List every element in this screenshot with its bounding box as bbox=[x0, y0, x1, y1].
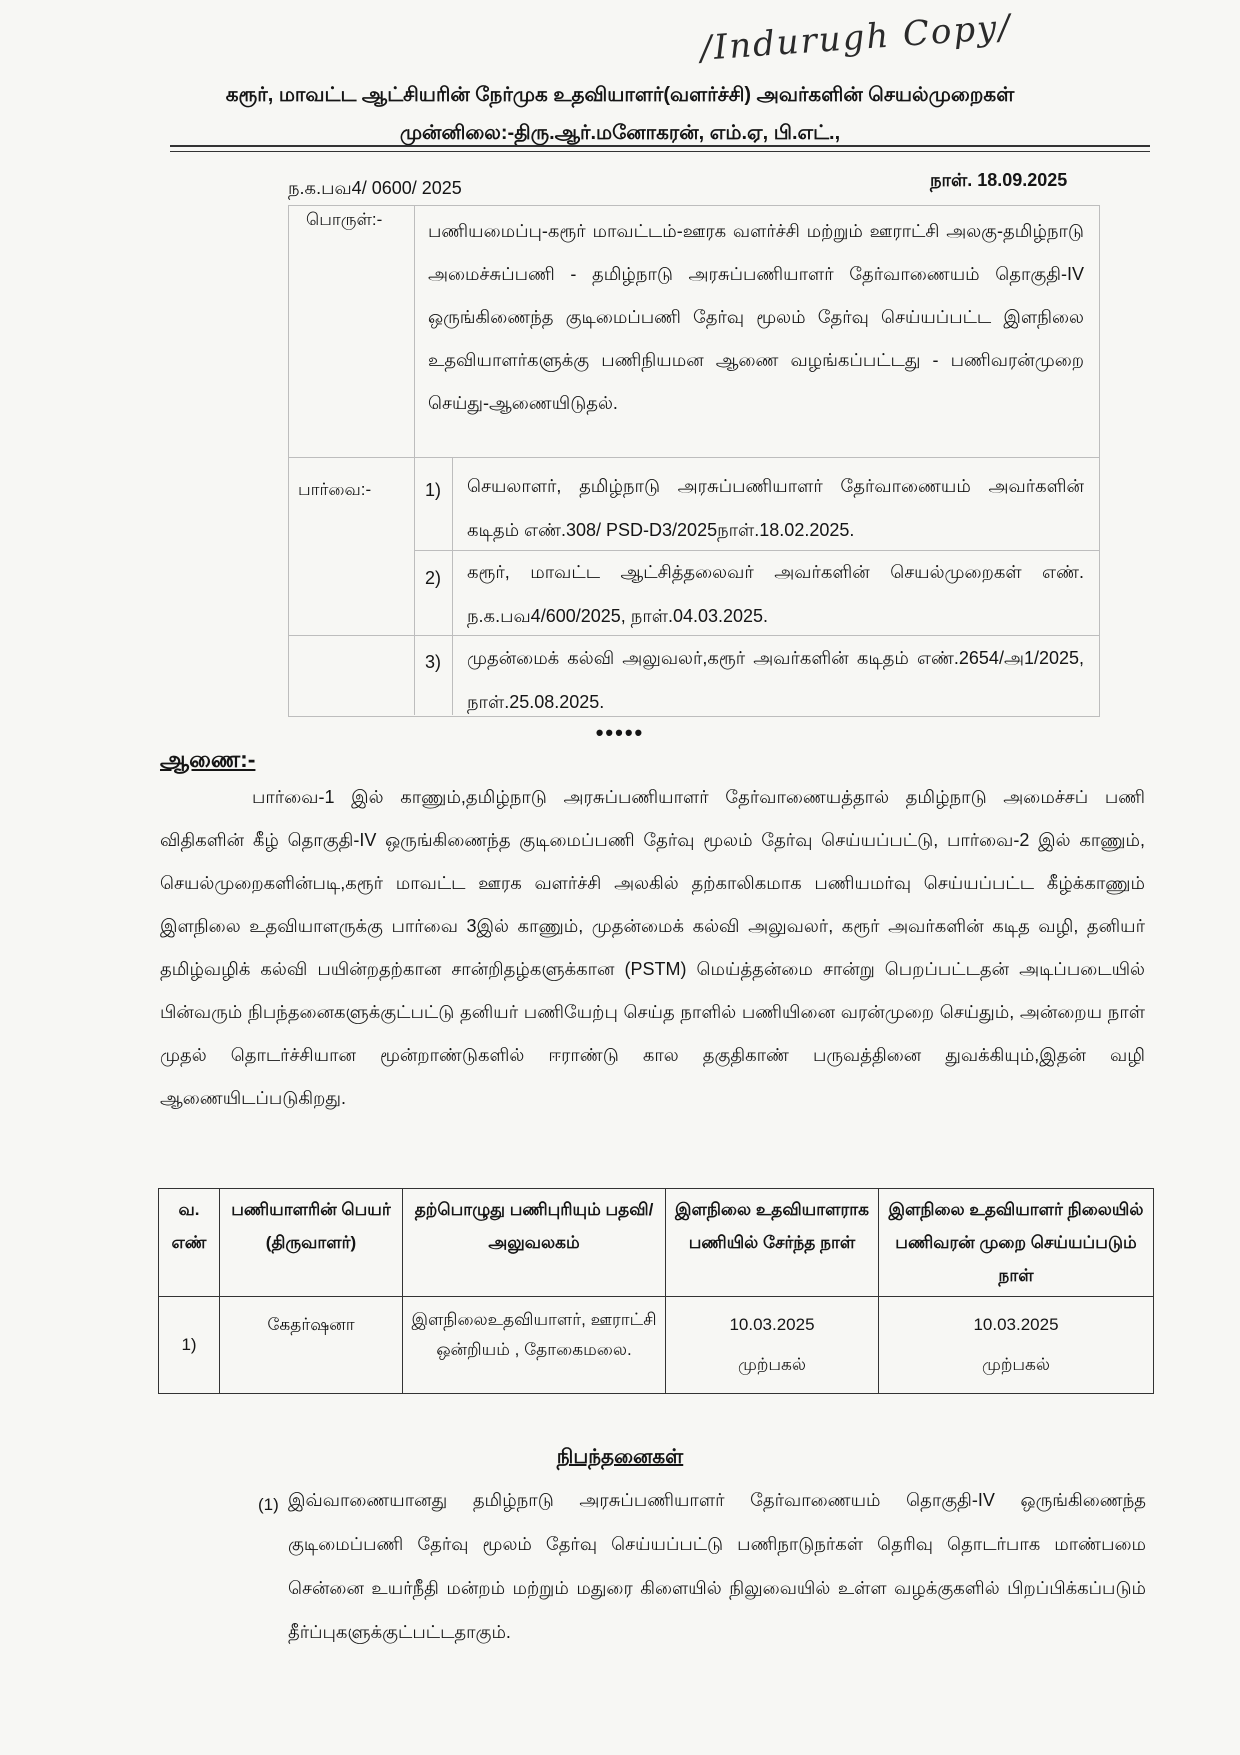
handwritten-copy-note: /Indurugh Copy/ bbox=[698, 7, 1013, 69]
regularized-date: 10.03.2025 bbox=[973, 1315, 1059, 1334]
reference-3-number: 3) bbox=[425, 652, 442, 672]
box-divider bbox=[288, 457, 1100, 458]
regularized-session: முற்பகல் bbox=[981, 1355, 1051, 1374]
row-name: கேதர்ஷனா bbox=[220, 1297, 403, 1394]
subject-label: பொருள்:- bbox=[306, 210, 383, 229]
row-regularized bbox=[879, 1297, 1154, 1394]
title-divider bbox=[170, 145, 1150, 147]
condition-1-number: (1) bbox=[258, 1495, 279, 1514]
section-separator: ••••• bbox=[595, 720, 645, 745]
references-label: பார்வை:- bbox=[298, 480, 372, 499]
title-divider-thin bbox=[170, 151, 1150, 152]
row-sno: 1) bbox=[159, 1297, 220, 1394]
col-joined: இளநிலை உதவியாளராக பணியில் சேர்ந்த நாள் bbox=[666, 1189, 879, 1297]
row-joined bbox=[666, 1297, 879, 1394]
joined-date: 10.03.2025 bbox=[729, 1315, 815, 1334]
col-sno: வ. எண் bbox=[159, 1189, 220, 1297]
box-divider bbox=[414, 205, 415, 715]
box-divider bbox=[452, 457, 453, 715]
conditions-heading: நிபந்தனைகள் bbox=[556, 1446, 684, 1468]
row-post: இளநிலைஉதவியாளர், ஊராட்சி ஒன்றியம் , தோகைமலை. bbox=[403, 1297, 666, 1394]
reference-1-number: 1) bbox=[425, 480, 442, 500]
reference-number: ந.க.பவ4/ 0600/ 2025 bbox=[288, 178, 462, 198]
document-date: நாள். 18.09.2025 bbox=[930, 170, 1068, 190]
reference-3-text: முதன்மைக் கல்வி அலுவலர்,கரூர் அவர்களின் கடிதம் எண்.2654/அ1/2025, நாள்.25.08.2025. bbox=[467, 648, 1084, 712]
condition-1-text: இவ்வாணையானது தமிழ்நாடு அரசுப்பணியாளர் தேர்வாணையம் தொகுதி-IV ஒருங்கிணைந்த குடிமைப்பணி தேர்வு மூலம் தேர்வு செய்யப்பட்டு பணிநாடுநர்கள் தெரிவு தொடர்பாக மாண்பமை சென்னை உயர்நீதி மன்றம் மற்றும் மதுரை கிளையில் நிலுவையில் உள்ள வழக்குகளில் பிறப்பிக்கப்படும் தீர்ப்புகளுக்குட்பட்டதாகும். bbox=[288, 1490, 1146, 1642]
col-name: பணியாளரின் பெயர் (திருவாளர்) bbox=[220, 1189, 403, 1297]
col-post: தற்பொழுது பணிபுரியும் பதவி/அலுவலகம் bbox=[403, 1189, 666, 1297]
document-title: கரூர், மாவட்ட ஆட்சியரின் நேர்முக உதவியாளர்(வளர்ச்சி) அவர்களின் செயல்முறைகள் bbox=[225, 84, 1015, 106]
presiding-officer: முன்னிலை:-திரு.ஆர்.மனோகரன், எம்.ஏ, பி.எட்., bbox=[399, 122, 841, 144]
col-regularized: இளநிலை உதவியாளர் நிலையில் பணிவரன் முறை செய்யப்படும் நாள் bbox=[879, 1189, 1154, 1297]
table-header-row bbox=[159, 1189, 1154, 1297]
table-row bbox=[159, 1297, 1154, 1394]
employee-table bbox=[158, 1188, 1154, 1394]
joined-session: முற்பகல் bbox=[737, 1355, 807, 1374]
subject-text: பணியமைப்பு-கரூர் மாவட்டம்-ஊரக வளர்ச்சி மற்றும் ஊராட்சி அலகு-தமிழ்நாடு அமைச்சுப்பணி - தமிழ்நாடு அரசுப்பணியாளர் தேர்வாணையம் தொகுதி-IV ஒருங்கிணைந்த குடிமைப்பணி தேர்வு மூலம் தேர்வு செய்யப்பட்ட இளநிலை உதவியாளர்களுக்கு பணிநியமன ஆணை வழங்கப்பட்டது - பணிவரன்முறை செய்து-ஆணையிடுதல். bbox=[428, 221, 1084, 413]
reference-2-text: கரூர், மாவட்ட ஆட்சித்தலைவர் அவர்களின் செயல்முறைகள் எண். ந.க.பவ4/600/2025, நாள்.04.03.2025. bbox=[467, 562, 1084, 626]
order-heading: ஆணை:- bbox=[160, 746, 256, 772]
reference-2-number: 2) bbox=[425, 568, 442, 588]
reference-1-text: செயலாளர், தமிழ்நாடு அரசுப்பணியாளர் தேர்வாணையம் அவர்களின் கடிதம் எண்.308/ PSD-D3/2025நாள்.18.02.2025. bbox=[467, 476, 1084, 540]
order-body: பார்வை-1 இல் காணும்,தமிழ்நாடு அரசுப்பணியாளர் தேர்வாணையத்தால் தமிழ்நாடு அமைச்சப் பணி விதிகளின் கீழ் தொகுதி-IV ஒருங்கிணைந்த குடிமைப்பணி தேர்வு மூலம் தேர்வு செய்யப்பட்டு, பார்வை-2 இல் காணும், செயல்முறைகளின்படி,கரூர் மாவட்ட ஊரக வளர்ச்சி அலகில் தற்காலிகமாக பணியமர்வு செய்யப்பட்ட கீழ்க்காணும் இளநிலை உதவியாளருக்கு பார்வை 3இல் காணும், முதன்மைக் கல்வி அலுவலர், கரூர் அவர்களின் கடித வழி, தனியர் தமிழ்வழிக் கல்வி பயின்றதற்கான சான்றிதழ்களுக்கான (PSTM) மெய்த்தன்மை சான்று பெறப்பட்டதன் அடிப்படையில் பின்வரும் நிபந்தனைகளுக்குட்பட்டு தனியர் பணியேற்பு செய்த நாளில் பணியினை வரன்முறை செய்தும், அன்றைய நாள் முதல் தொடர்ச்சியான மூன்றாண்டுகளில் ஈராண்டு கால தகுதிகாண் பருவத்தினை துவக்கியும்,இதன் வழி ஆணையிடப்படுகிறது. bbox=[160, 787, 1145, 1108]
